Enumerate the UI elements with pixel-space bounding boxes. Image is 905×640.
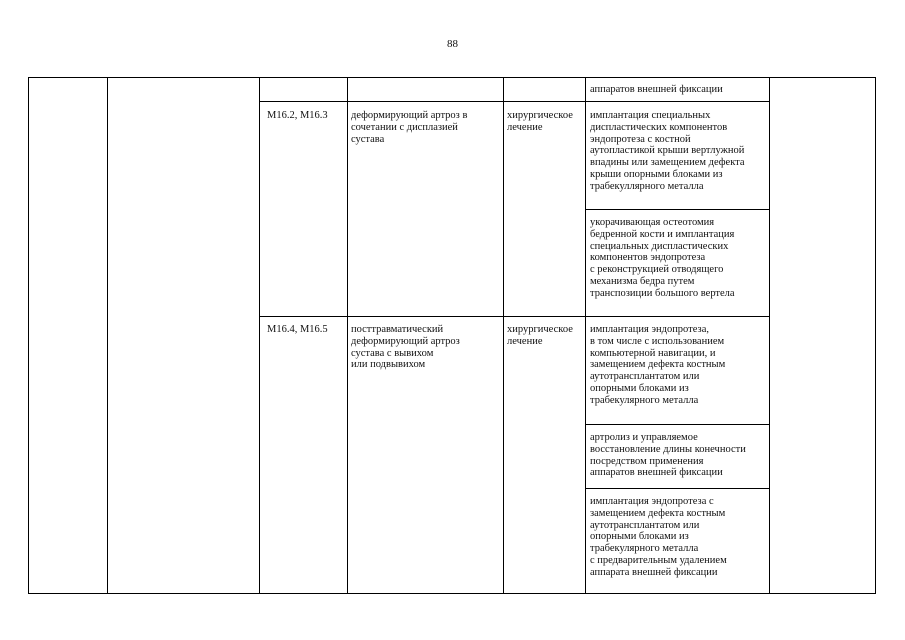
column-divider: [259, 78, 260, 593]
code-cell: M16.4, M16.5: [267, 324, 328, 335]
row-divider: [585, 488, 769, 489]
method-cell: укорачивающая остеотомия бедренной кости и имплантация специальных диспластических компонентов эндопротеза с реконструкцией отводящего механизма бедра путем транспозиции большого вертела: [590, 217, 735, 299]
method-cell: имплантация эндопротеза, в том числе с использованием компьютерной навигации, и замещением дефекта костным аутотрансплантатом или опорными блоками из трабекулярного металла: [590, 324, 726, 406]
column-divider: [503, 78, 504, 593]
method-cell: имплантация специальных диспластических компонентов эндопротеза с костной аутопластикой крыши вертлужной впадины или замещением дефекта крыши опорными блоками из трабекуллярного металла: [590, 110, 745, 192]
code-cell: M16.2, M16.3: [267, 110, 328, 121]
column-divider: [585, 78, 586, 593]
row-divider: [585, 209, 769, 210]
diagnosis-cell: деформирующий артроз в сочетании с дисплазией сустава: [351, 110, 468, 145]
method-cell: артролиз и управляемое восстановление длины конечности посредством применения аппаратов внешней фиксации: [590, 432, 746, 479]
column-divider: [769, 78, 770, 593]
diagnosis-cell: посттравматический деформирующий артроз сустава с вывихом или подвывихом: [351, 324, 460, 371]
method-cell: аппаратов внешней фиксации: [590, 84, 723, 95]
page-number: 88: [447, 38, 458, 50]
treatment-cell: хирургическое лечение: [507, 324, 573, 347]
row-divider: [259, 316, 769, 317]
method-cell: имплантация эндопротеза с замещением дефекта костным аутотрансплантатом или опорными блоками из трабекулярного металла с предварительным удалением аппарата внешней фиксации: [590, 496, 727, 578]
medical-care-table: [28, 77, 876, 594]
column-divider: [347, 78, 348, 593]
treatment-cell: хирургическое лечение: [507, 110, 573, 133]
column-divider: [107, 78, 108, 593]
row-divider: [585, 424, 769, 425]
row-divider: [259, 101, 769, 102]
